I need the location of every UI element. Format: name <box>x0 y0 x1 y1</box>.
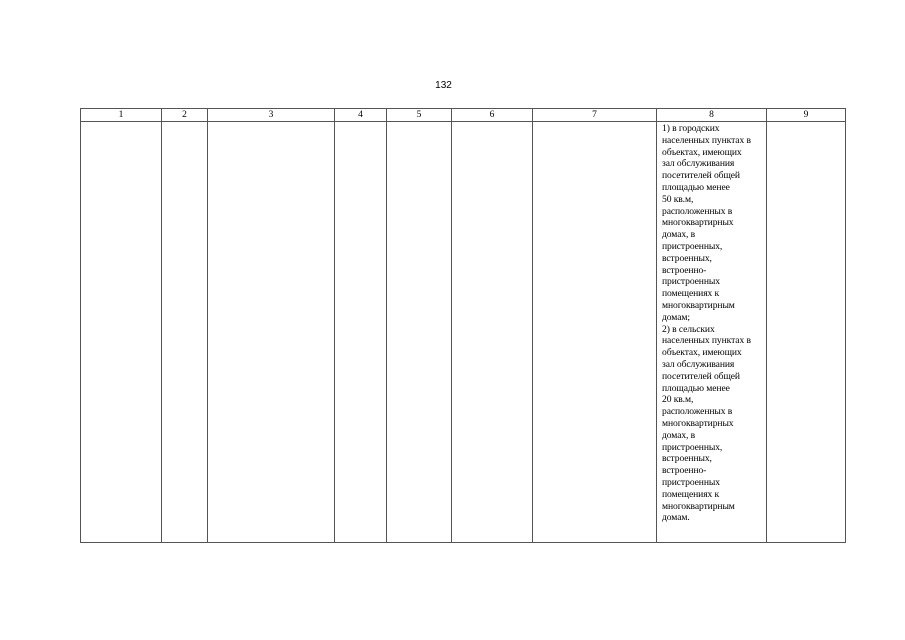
column-header-9: 9 <box>767 109 846 122</box>
cell-text <box>208 122 334 123</box>
column-header-8: 8 <box>657 109 767 122</box>
cell-text <box>162 122 207 123</box>
column-header-6: 6 <box>452 109 533 122</box>
cell-text <box>387 122 451 123</box>
cell-text <box>452 122 532 123</box>
table-cell-2 <box>162 122 208 543</box>
cell-text: 1) в городских населенных пунктах в объектах, имеющих зал обслуживания посетителей общей площадью менее 50 кв.м, расположенных в многоквартирных домах, в пристроенных, встроенных, встроенно- пристроенных помещениях к многоквартирным домам; 2) в сельских населенных пунктах в объектах, имеющих зал обслуживания посетителей общей площадью менее 20 кв.м, расположенных в многоквартирных домах, в пристроенных, встроенных, встроенно- пристроенных помещениях к многоквартирным домам. <box>662 123 751 524</box>
document-table <box>80 108 846 543</box>
column-header-3: 3 <box>208 109 335 122</box>
column-header-2: 2 <box>162 109 208 122</box>
table-header-row <box>81 109 846 122</box>
column-header-4: 4 <box>335 109 387 122</box>
table-cell-8 <box>657 122 767 543</box>
column-header-7: 7 <box>533 109 657 122</box>
cell-text <box>533 122 656 123</box>
cell-text <box>767 122 845 123</box>
table-cell-3 <box>208 122 335 543</box>
table-cell-5 <box>387 122 452 543</box>
table-row <box>81 122 846 543</box>
table-cell-6 <box>452 122 533 543</box>
table-cell-9 <box>767 122 846 543</box>
table-cell-1 <box>81 122 162 543</box>
cell-text <box>335 122 386 123</box>
column-header-5: 5 <box>387 109 452 122</box>
table-cell-4 <box>335 122 387 543</box>
table-cell-7 <box>533 122 657 543</box>
cell-text <box>81 122 161 123</box>
column-header-1: 1 <box>81 109 162 122</box>
page-number: 132 <box>435 80 452 91</box>
